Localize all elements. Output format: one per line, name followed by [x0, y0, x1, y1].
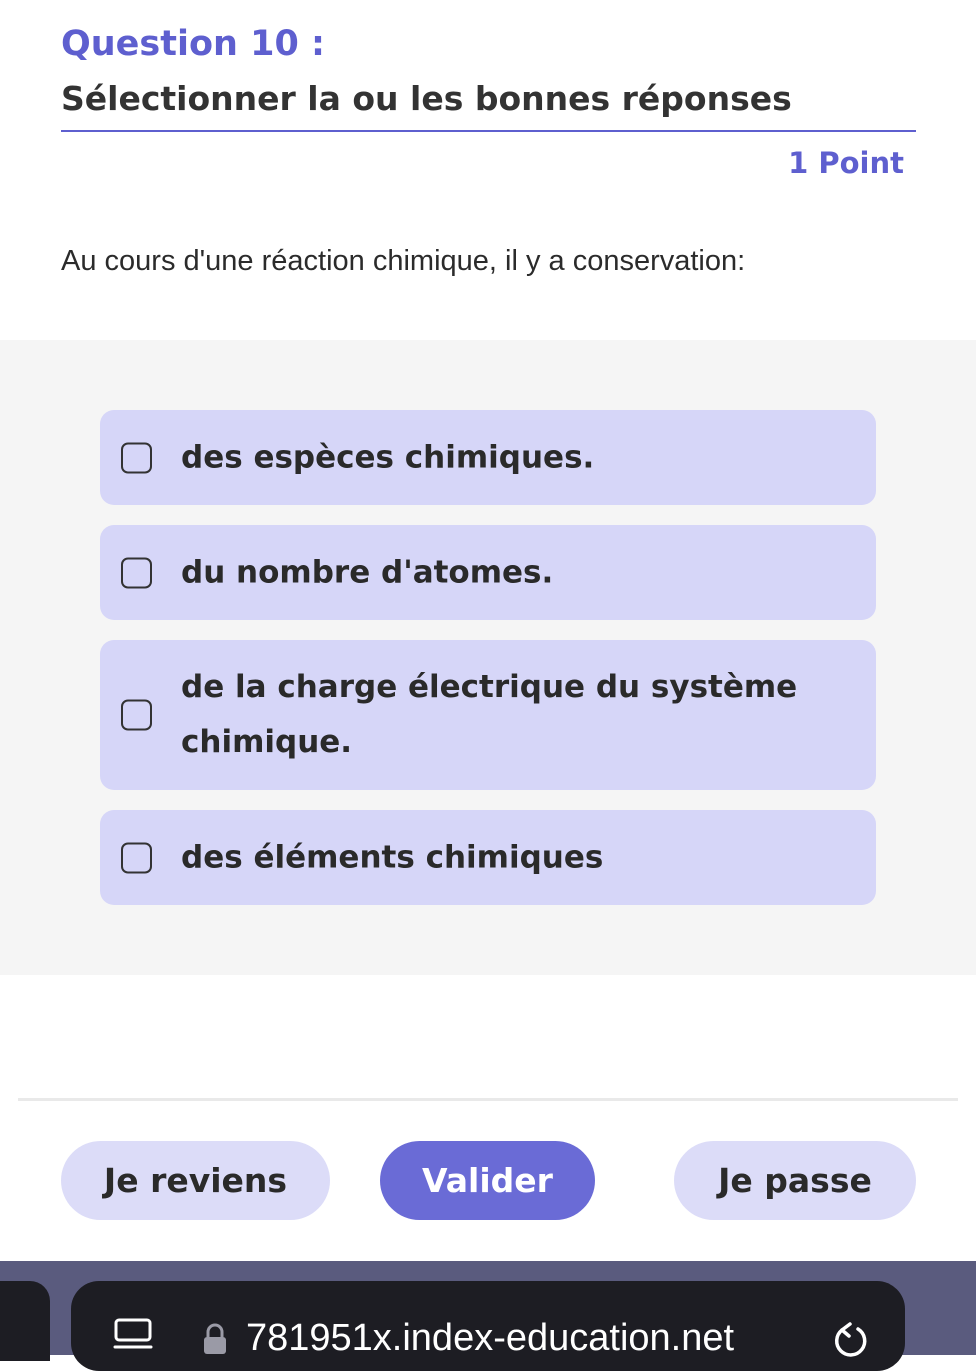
previous-tab-edge[interactable]: [0, 1281, 50, 1361]
validate-button[interactable]: Valider: [380, 1141, 595, 1220]
reload-icon[interactable]: [830, 1321, 870, 1361]
lock-icon: [202, 1323, 228, 1355]
question-text: Au cours d'une réaction chimique, il y a conservation:: [61, 245, 746, 277]
answer-label: des espèces chimiques.: [181, 439, 595, 475]
answer-label: du nombre d'atomes.: [181, 554, 554, 590]
answer-label: de la charge électrique du système chimique.: [181, 669, 798, 760]
footer-divider: [18, 1098, 958, 1101]
answer-checkbox[interactable]: [121, 557, 152, 588]
answer-checkbox[interactable]: [121, 842, 152, 873]
answer-option-3[interactable]: [100, 640, 876, 790]
answer-checkbox[interactable]: [121, 442, 152, 473]
answer-option-4[interactable]: [100, 810, 876, 905]
url-text: 781951x.index-education.net: [246, 1317, 735, 1359]
question-instruction: Sélectionner la ou les bonnes réponses: [61, 79, 792, 118]
answer-option-1[interactable]: [100, 410, 876, 505]
question-number: Question 10 :: [61, 24, 326, 64]
answer-label: des éléments chimiques: [181, 839, 604, 875]
header-divider: [61, 130, 916, 132]
browser-toolbar: [0, 1261, 976, 1359]
address-bar[interactable]: [71, 1281, 905, 1371]
question-points: 1 Point: [788, 146, 904, 180]
question-header: [0, 0, 976, 340]
answer-option-2[interactable]: [100, 525, 876, 620]
back-button[interactable]: Je reviens: [61, 1141, 330, 1220]
answers-list: [0, 340, 976, 975]
answer-checkbox[interactable]: [121, 700, 152, 731]
skip-button[interactable]: Je passe: [674, 1141, 916, 1220]
reader-icon[interactable]: [113, 1318, 153, 1350]
